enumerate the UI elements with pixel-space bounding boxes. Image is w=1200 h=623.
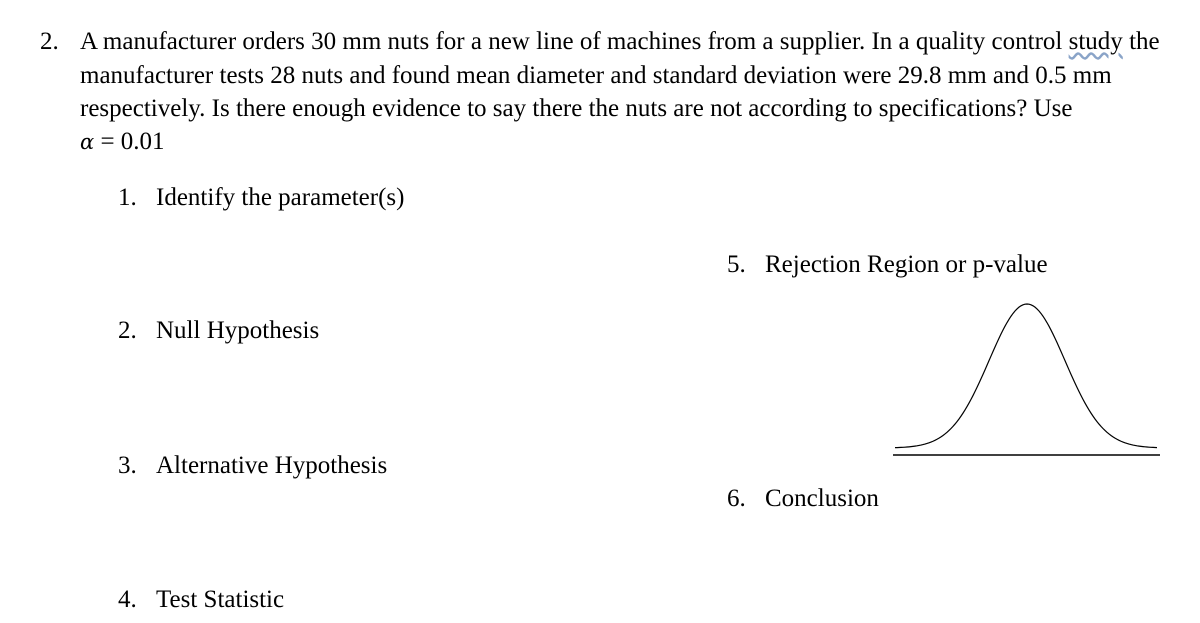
problem-line-1-end: the xyxy=(1122,28,1160,55)
step-label: Rejection Region or p-value xyxy=(765,251,1048,278)
step-label: Null Hypothesis xyxy=(156,317,320,344)
step-number: 2. xyxy=(118,317,137,344)
alpha-symbol: α xyxy=(80,130,95,154)
step-number: 1. xyxy=(118,184,137,211)
step-conclusion xyxy=(727,484,879,514)
alpha-rest: = 0.01 xyxy=(94,128,165,155)
bell-curve xyxy=(895,304,1157,448)
step-identify-parameters xyxy=(118,183,405,213)
alpha-value xyxy=(80,127,165,157)
step-null-hypothesis xyxy=(118,316,319,346)
step-rejection-region xyxy=(727,250,1048,280)
step-label: Test Statistic xyxy=(156,586,285,613)
problem-line-2: manufacturer tests 28 nuts and found mean diameter and standard deviation were 29.8 mm and 0.5 mm xyxy=(80,62,1112,89)
problem-number: 2. xyxy=(40,28,59,55)
step-number: 6. xyxy=(727,485,746,512)
problem-line-1 xyxy=(80,27,1160,57)
problem-line-3: respectively. Is there enough evidence to say there the nuts are not according to specifications? Use xyxy=(80,95,1073,122)
step-number: 4. xyxy=(118,586,137,613)
step-label: Conclusion xyxy=(765,485,879,512)
step-number: 3. xyxy=(118,452,137,479)
step-alternative-hypothesis xyxy=(118,451,387,481)
step-label: Identify the parameter(s) xyxy=(156,184,405,211)
normal-curve-sketch xyxy=(890,298,1165,463)
spellcheck-word: study xyxy=(1068,28,1123,55)
problem-line-1-text: A manufacturer orders 30 mm nuts for a new line of machines from a supplier. In a quality control xyxy=(80,28,1069,55)
step-test-statistic xyxy=(118,585,284,615)
step-label: Alternative Hypothesis xyxy=(156,452,388,479)
step-number: 5. xyxy=(727,251,746,278)
